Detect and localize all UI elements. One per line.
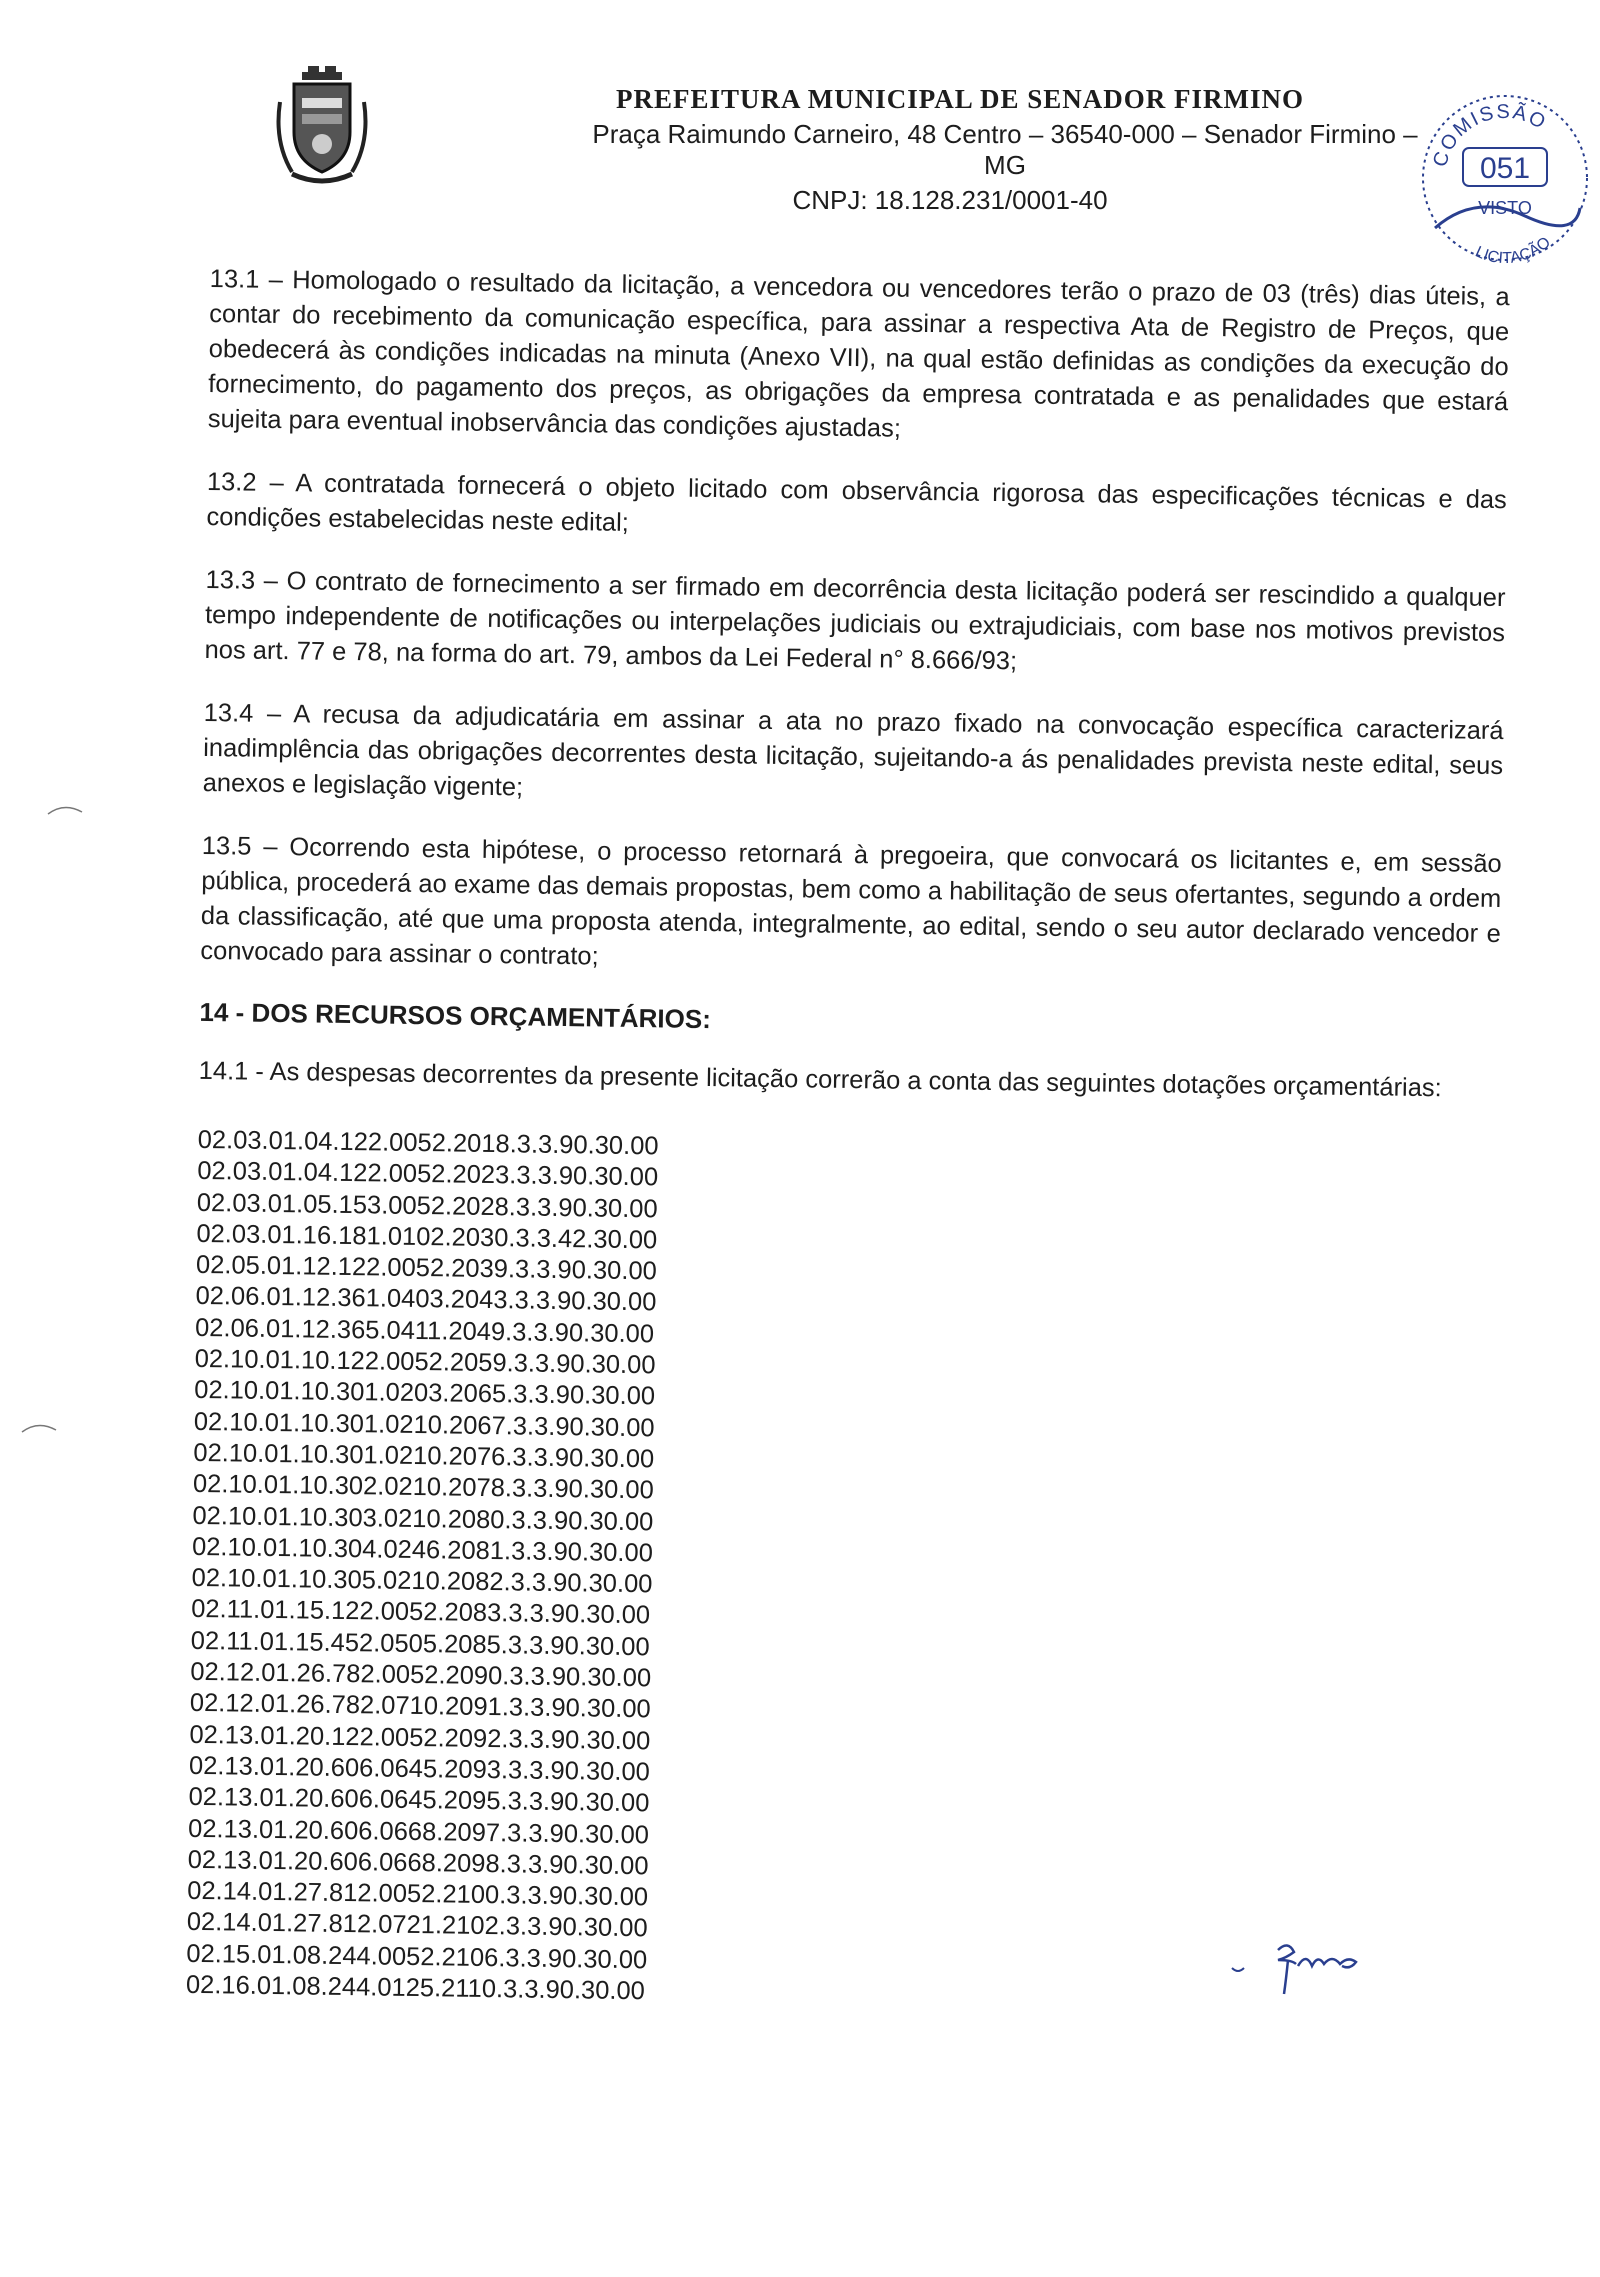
budget-code: 02.11.01.15.122.0052.2083.3.3.90.30.00 [190,1595,651,1630]
budget-codes-list [186,1125,1498,2019]
budget-code: 02.10.01.10.304.0246.2081.3.3.90.30.00 [191,1532,654,1568]
budget-code: 02.03.01.16.181.0102.2030.3.3.42.30.00 [196,1219,658,1255]
stamp-bottom-text: LICITAÇÃO [1472,233,1555,268]
clause-13-4: 13.4 – A recusa da adjudicatária em assinar a ata no prazo fixado na convocação específica caracterizará inadimplência das obrigações decorrentes desta licitação, sujeitando-a ás penalidades prevista neste edital, seus anexos e legislação vigente; [202,698,1504,802]
budget-code: 02.06.01.12.361.0403.2043.3.3.90.30.00 [195,1282,657,1317]
svg-text:LICITAÇÃO [1473,234,1554,267]
budget-code: 02.05.01.12.122.0052.2039.3.3.90.30.00 [195,1251,657,1286]
budget-code: 02.03.01.04.122.0052.2023.3.3.90.30.00 [197,1157,659,1192]
budget-code: 02.13.01.20.606.0645.2093.3.3.90.30.00 [188,1751,650,1787]
budget-code: 02.03.01.04.122.0052.2018.3.3.90.30.00 [197,1125,659,1161]
budget-code: 02.12.01.26.782.0710.2091.3.3.90.30.00 [189,1689,651,1724]
clause-13-2: 13.2 – A contratada fornecerá o objeto licitado com observância rigorosa das especificações técnicas e das condições estabelecidas neste edital; [206,467,1507,537]
margin-mark [20,1418,60,1438]
section-14-heading: 14 - DOS RECURSOS ORÇAMENTÁRIOS: [199,996,712,1035]
budget-code: 02.10.01.10.301.0210.2076.3.3.90.30.00 [193,1438,655,1474]
budget-code: 02.13.01.20.606.0645.2095.3.3.90.30.00 [188,1783,650,1818]
budget-code: 02.10.01.10.303.0210.2080.3.3.90.30.00 [192,1501,654,1536]
budget-code: 02.11.01.15.452.0505.2085.3.3.90.30.00 [190,1626,650,1662]
handwritten-signature [1228,1930,1408,2000]
stamp-top-text: COMISSÃO [1429,100,1551,170]
stamp-number: 051 [1479,152,1531,185]
budget-code: 02.13.01.20.606.0668.2097.3.3.90.30.00 [187,1814,650,1849]
commission-stamp [1405,78,1600,268]
clause-13-3: 13.3 – O contrato de fornecimento a ser firmado em decorrência desta licitação poderá ser rescindido a qualquer tempo independente de notificações ou interpelações judiciais ou extrajudiciais, com base nos motivos previstos nos art. 77 e 78, na forma do art. 79, ambos da Lei Federal n° 8.666/93; [204,565,1506,676]
clause-13-1: 13.1 – Homologado o resultado da licitação, a vencedora ou vencedores terão o prazo de 03 (três) dias úteis, a contar do recebimento da comunicação específica, para assinar a respectiva Ata de Registro de Preços, que obedecerá às condições indicadas na minuta (Anexo VII), na qual estão definidas as condições da execução do fornecimento, do pagamento dos preços, as obrigações da empresa contratada e as penalidades que estará sujeita para eventual inobservância das condições ajustadas; [207,264,1510,443]
stamp-middle-text: VISTO [1478,198,1532,218]
budget-code: 02.13.01.20.606.0668.2098.3.3.90.30.00 [187,1845,649,1881]
document-body [186,262,1510,2019]
budget-code: 02.10.01.10.122.0052.2059.3.3.90.30.00 [194,1344,656,1380]
budget-code: 02.12.01.26.782.0052.2090.3.3.90.30.00 [190,1657,652,1693]
clause-14-1: 14.1 - As despesas decorrentes da presente licitação correrão a conta das seguintes dotações orçamentárias: [198,1056,1442,1103]
municipal-coat-of-arms-icon [272,62,372,190]
budget-code: 02.10.01.10.301.0203.2065.3.3.90.30.00 [194,1376,656,1411]
budget-code: 02.14.01.27.812.0052.2100.3.3.90.30.00 [187,1876,649,1912]
budget-code: 02.14.01.27.812.0721.2102.3.3.90.30.00 [186,1908,648,1943]
budget-code: 02.10.01.10.301.0210.2067.3.3.90.30.00 [193,1407,655,1442]
budget-code: 02.10.01.10.302.0210.2078.3.3.90.30.00 [192,1470,654,1505]
letterhead-address: Praça Raimundo Carneiro, 48 Centro – 36540-000 – Senador Firmino – MG [592,119,1418,180]
budget-code: 02.13.01.20.122.0052.2092.3.3.90.30.00 [189,1720,651,1755]
clause-13-5: 13.5 – Ocorrendo esta hipótese, o processo retornará à pregoeira, que convocará os licitantes e, em sessão pública, procederá ao exame das demais propostas, bem como a habilitação de seus ofertantes, segundo a ordem da classificação, até que uma proposta atenda, integralmente, ao edital, sendo o seu autor declarado vencedor e convocado para assinar o contrato; [200,831,1502,971]
margin-mark [46,800,86,820]
budget-code: 02.16.01.08.244.0125.2110.3.3.90.30.00 [185,1970,646,2006]
letterhead-title: PREFEITURA MUNICIPAL DE SENADOR FIRMINO [615,84,1305,114]
letterhead [440,84,1440,216]
budget-code: 02.03.01.05.153.0052.2028.3.3.90.30.00 [196,1188,658,1223]
budget-code: 02.06.01.12.365.0411.2049.3.3.90.30.00 [194,1313,655,1349]
budget-code: 02.15.01.08.244.0052.2106.3.3.90.30.00 [186,1939,648,1974]
budget-code: 02.10.01.10.305.0210.2082.3.3.90.30.00 [191,1564,653,1599]
letterhead-cnpj: CNPJ: 18.128.231/0001-40 [792,185,1108,215]
